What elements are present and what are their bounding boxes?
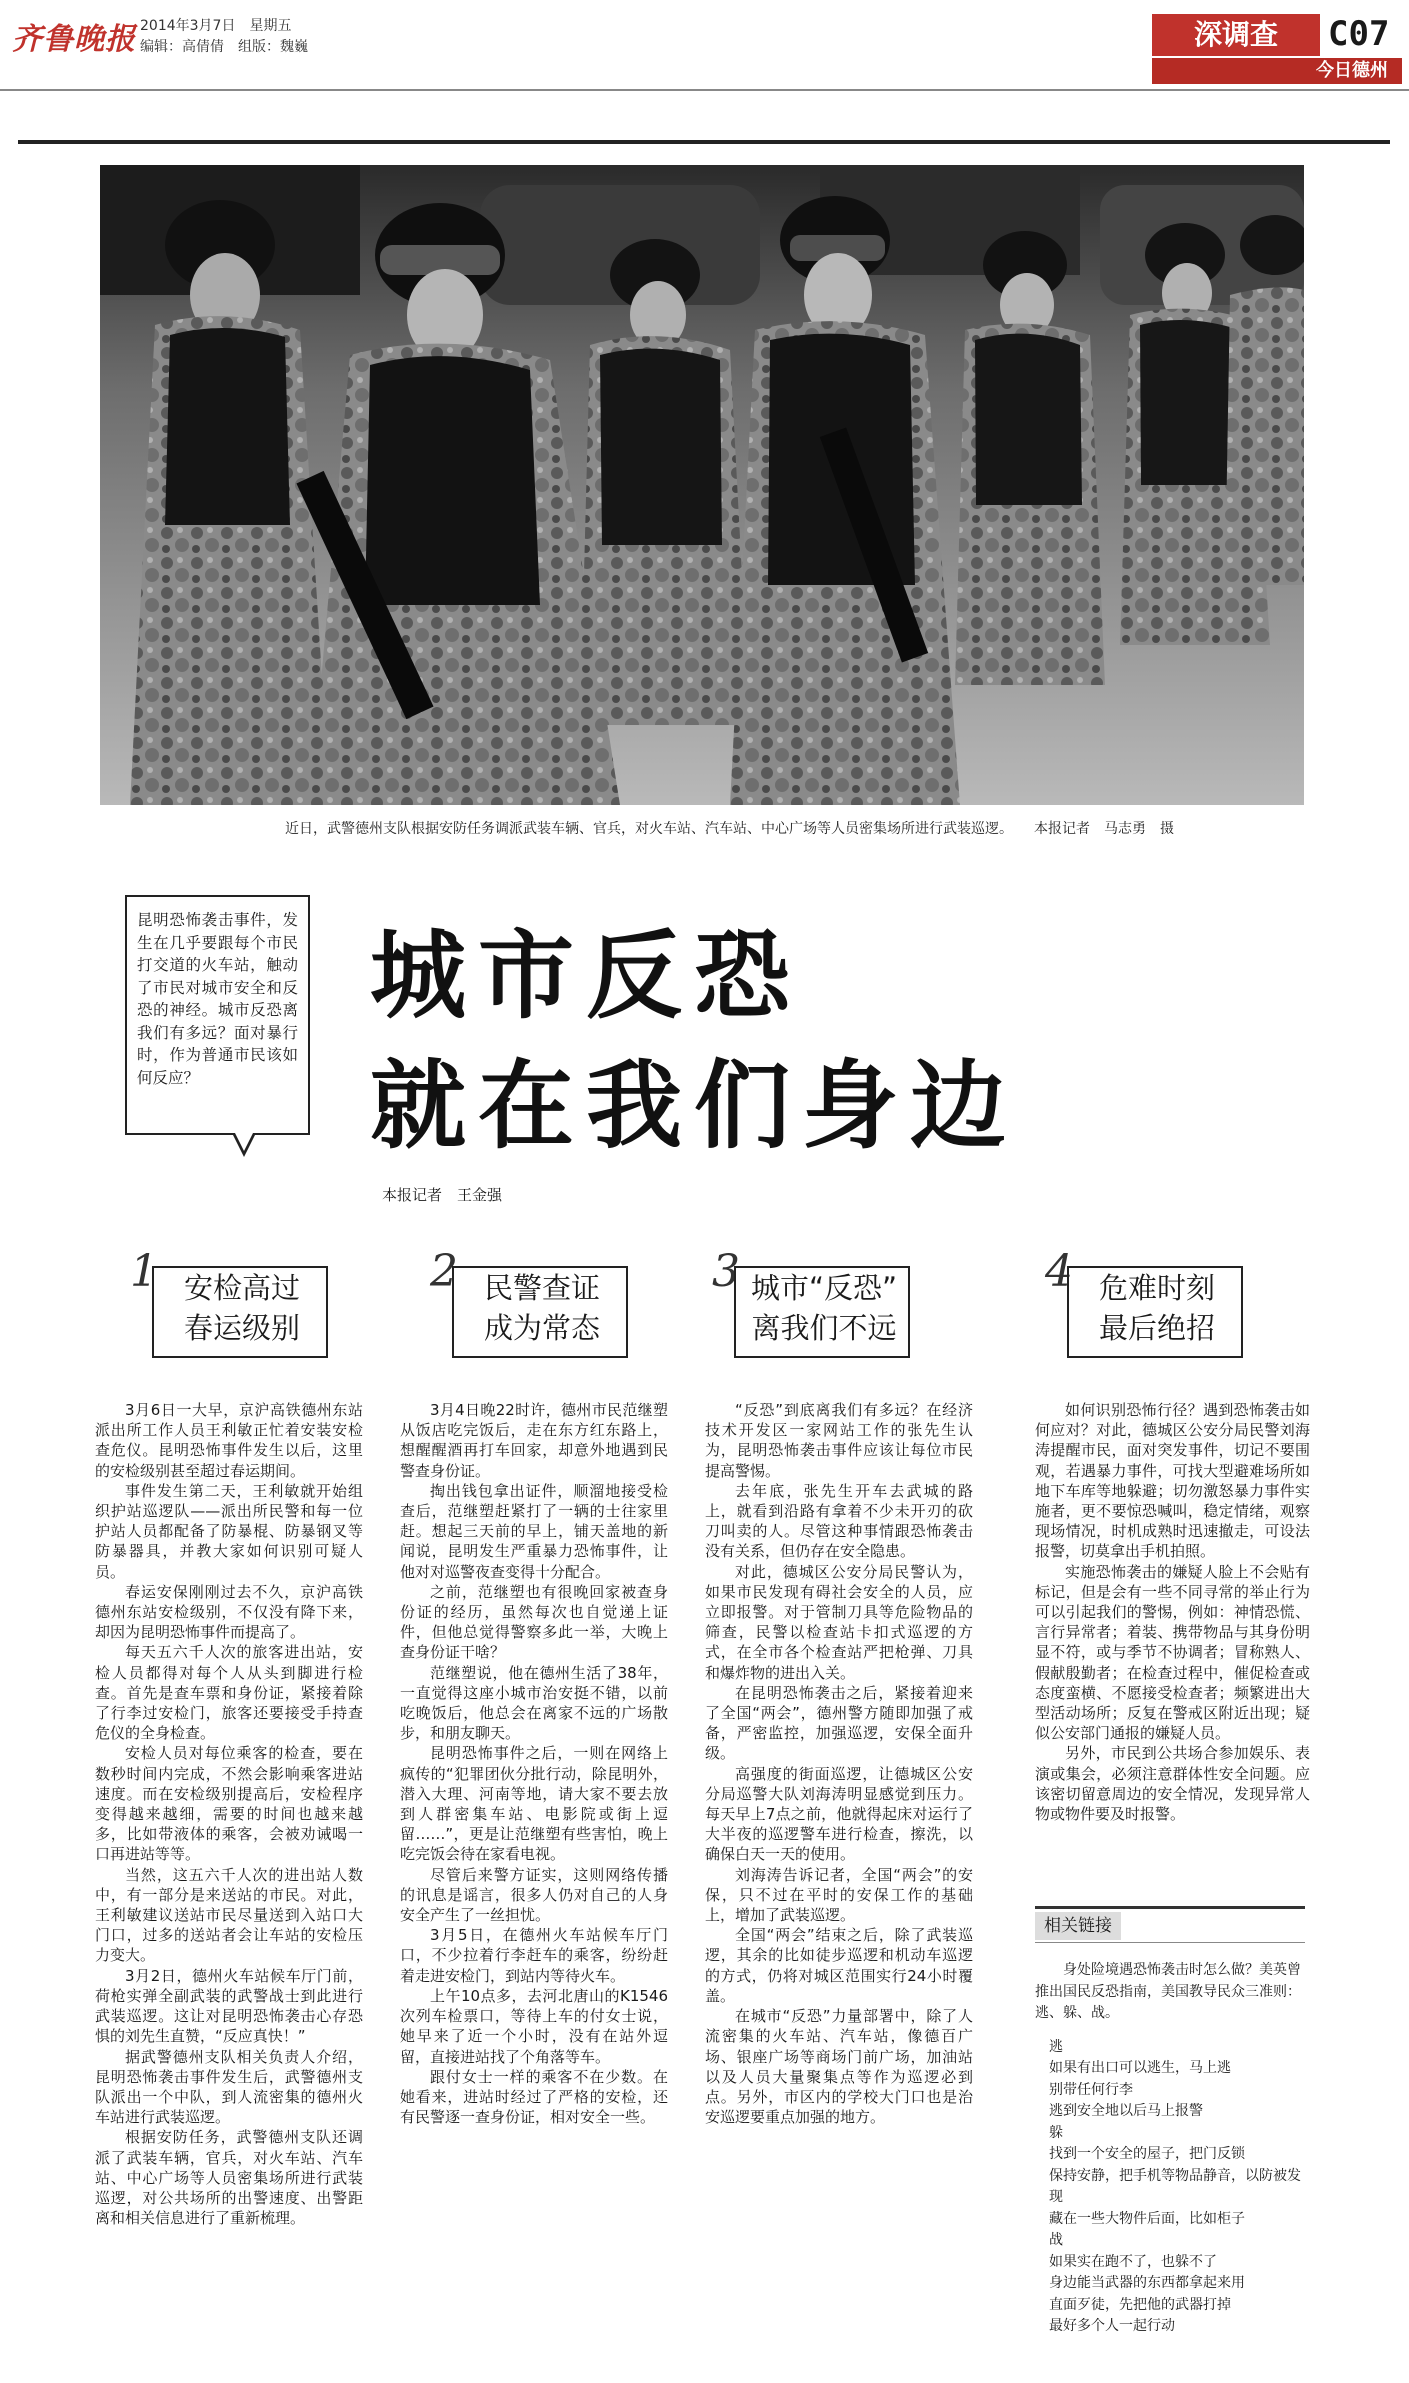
masthead-logo: 齐鲁晚报 [12,22,136,57]
paragraph: 另外，市民到公共场合参加娱乐、表演或集会，必须注意群体性安全问题。应该密切留意周边的安全情况，发现异常人物或物件要及时报警。 [1035,1744,1310,1824]
related-line: 如果有出口可以逃生，马上逃 [1049,2060,1231,2076]
paragraph: “反恐”到底离我们有多远？在经济技术开发区一家网站工作的张先生认为，昆明恐怖袭击事件应该让每位市民提高警惕。 [705,1401,973,1480]
paragraph: 实施恐怖袭击的嫌疑人脸上不会贴有标记，但是会有一些不同寻常的举止行为可以引起我们的警惕，例如：神情恐慌、言行异常者；着装、携带物品与其身份明显不符，或与季节不协调者；冒称熟人、假献殷勤者；在检查过程中，催促检查或态度蛮横、不愿接受检查者；频繁进出大型活动场所；反复在警戒区附近出现；疑似公安部门通报的嫌疑人员。 [1035,1562,1310,1743]
article-column-3 [705,1400,973,2127]
related-line: 身边能当武器的东西都拿起来用 [1049,2275,1245,2291]
paragraph: 事件发生第二天，王利敏就开始组织护站巡逻队——派出所民警和每一位护站人员都配备了防暴棍、防暴钢叉等防暴器具，并教大家如何识别可疑人员。 [95,1481,363,1581]
section-box [152,1266,328,1358]
related-line: 保持安静，把手机等物品静音，以防被发现 [1049,2167,1301,2205]
article-column-1 [95,1400,363,2228]
related-links-body [1035,1960,1310,2338]
section-title-line-1: 危难时刻 [1098,1271,1215,1305]
section-title-line-2: 离我们不远 [751,1311,897,1345]
paragraph: 根据安防任务，武警德州支队还调派了武装车辆，官兵，对火车站、汽车站、中心广场等人员密集场所进行武装巡逻，对公共场所的出警速度、出警距离和相关信息进行了重新梳理。 [95,2128,363,2228]
related-line: 逃到安全地以后马上报警 [1049,2103,1203,2119]
intro-bubble: 昆明恐怖袭击事件，发生在几乎要跟每个市民打交道的火车站，触动了市民对城市安全和反恐的神经。城市反恐离我们有多远？面对暴行时，作为普通市民该如何反应？ [125,895,310,1135]
paragraph: 范继塑说，他在德州生活了38年，一直觉得这座小城市治安挺不错，以前吃晚饭后，他总会在离家不远的广场散步，和朋友聊天。 [400,1663,668,1743]
section-box [1067,1266,1243,1358]
paragraph: 当然，这五六千人次的进出站人数中，有一部分是来送站的市民。对此，王利敏建议送站市民尽量送到入站口大门口，过多的送站者会让车站的安检压力变大。 [95,1865,363,1965]
top-divider [18,140,1390,144]
editor-line: 编辑：高倩倩 组版：魏巍 [140,39,308,55]
paragraph: 跟付女士一样的乘客不在少数。在她看来，进站时经过了严格的安检，还有民警逐一查身份证，相对安全一些。 [400,2067,668,2127]
section-number: 4 [1045,1246,1073,1297]
paragraph: 昆明恐怖事件之后，一则在网络上疯传的“犯罪团伙分批行动，除昆明外，潜入大理、河南等地，请大家不要去放到人群密集车站、电影院或街上逗留……”，更是让范继塑有些害怕，晚上吃完饭会待在家看电视。 [400,1744,668,1864]
paragraph: 尽管后来警方证实，这则网络传播的讯息是谣言，很多人仍对自己的人身安全产生了一丝担忧。 [400,1865,668,1925]
paragraph: 春运安保刚刚过去不久，京沪高铁德州东站安检级别，不仅没有降下来，却因为昆明恐怖事件而提高了。 [95,1582,363,1642]
paragraph: 3月6日一大早，京沪高铁德州东站派出所工作人员王利敏正忙着安装安检查危仪。昆明恐怖事件发生以后，这里的安检级别甚至超过春运期间。 [95,1401,363,1480]
section-title-line-2: 成为常态 [483,1311,600,1345]
related-line: 直面歹徒，先把他的武器打掉 [1049,2296,1231,2313]
sub-section: 今日德州 [1152,58,1402,84]
paragraph: 3月5日，在德州火车站候车厅门口，不少拉着行李赶车的乘客，纷纷赶着走进安检门，到站内等待火车。 [400,1926,668,1985]
section-title-line-2: 春运级别 [183,1311,300,1345]
header-divider [0,89,1409,91]
paragraph: 高强度的街面巡逻，让德城区公安分局巡警大队刘海涛明显感觉到压力。每天早上7点之前，他就得起床对运行了大半夜的巡逻警车进行检查，擦洗，以确保白天一天的使用。 [705,1764,973,1864]
article-column-2 [400,1400,668,2127]
paragraph: 3月2日，德州火车站候车厅门前，荷枪实弹全副武装的武警战士到此进行武装巡逻。这让对昆明恐怖袭击心存恐惧的刘先生直赞，“反应真快！” [95,1966,363,2046]
related-intro: 身处险境遇恐怖袭击时怎么做？美英曾推出国民反恐指南，美国教导民众三准则：逃、躲、战。 [1035,1962,1301,2021]
paragraph: 每天五六千人次的旅客进出站，安检人员都得对每个人从头到脚进行检查。首先是查车票和身份证，紧接着除了行李过安检门，旅客还要接受手持查危仪的全身检查。 [95,1643,363,1743]
related-line: 战 [1049,2232,1063,2248]
headline-line-1: 城市反恐 [370,920,802,1032]
paragraph: 刘海涛告诉记者，全国“两会”的安保，只不过在平时的安保工作的基础上，增加了武装巡逻。 [705,1865,973,1925]
section-box [452,1266,628,1358]
paragraph: 对此，德城区公安分局民警认为，如果市民发现有碍社会安全的人员，应立即报警。对于管制刀具等危险物品的筛查，民警以检查站卡扣式巡逻的方式，在全市各个检查站严把枪弹、刀具和爆炸物的进出入关。 [705,1562,973,1682]
section-title-line-1: 城市“反恐” [750,1271,898,1305]
related-line: 别带任何行李 [1049,2081,1133,2098]
intro-bubble-tail-inner [234,1131,254,1151]
paragraph: 在城市“反恐”力量部署中，除了人流密集的火车站、汽车站，像德百广场、银座广场等商场门前广场，加油站以及人员大量聚集点等作为巡逻必到点。另外，市区内的学校大门口也是治安巡逻要重点加强的地方。 [705,2007,973,2127]
section-box [734,1266,910,1358]
related-line: 最好多个人一起行动 [1049,2318,1175,2334]
section-title-line-1: 民警查证 [483,1271,600,1305]
related-line: 逃 [1049,2038,1063,2055]
paragraph: 全国“两会”结束之后，除了武装巡逻，其余的比如徒步巡逻和机动车巡逻的方式，仍将对城区范围实行24小时覆盖。 [705,1926,973,2005]
article-column-4 [1035,1400,1310,1824]
related-line: 藏在一些大物件后面，比如柜子 [1049,2210,1245,2227]
related-line: 躲 [1049,2124,1063,2141]
related-box-top-rule [1035,1906,1305,1909]
paragraph: 3月4日晚22时许，德州市民范继塑从饭店吃完饭后，走在东方红东路上，想醒醒酒再打车回家，却意外地遇到民警查身份证。 [400,1401,668,1480]
header-meta [140,16,308,58]
paragraph: 掏出钱包拿出证件，顺溜地接受检查后，范继塑赶紧打了一辆的士往家里赶。想起三天前的早上，铺天盖地的新闻说，昆明发生严重暴力恐怖事件，让他对对巡警夜查变得十分配合。 [400,1481,668,1581]
paragraph: 据武警德州支队相关负责人介绍，昆明恐怖袭击事件发生后，武警德州支队派出一个中队，到人流密集的德州火车站进行武装巡逻。 [95,2047,363,2127]
related-line: 找到一个安全的屋子，把门反锁 [1049,2146,1245,2162]
paragraph: 安检人员对每位乘客的检查，要在数秒时间内完成，不然会影响乘客进站速度。而在安检级别提高后，安检程序变得越来越细，需要的时间也越来越多，比如带液体的乘客，会被劝诫喝一口再进站等等。 [95,1744,363,1864]
date-line: 2014年3月7日 星期五 [140,18,292,34]
section-name: 深调查 [1152,14,1320,56]
page-number: C07 [1328,14,1390,54]
section-number: 3 [712,1246,740,1297]
section-number: 2 [430,1246,458,1297]
headline-line-2: 就在我们身边 [370,1050,1018,1162]
related-line: 如果实在跑不了，也躲不了 [1049,2253,1217,2270]
paragraph: 之前，范继塑也有很晚回家被查身份证的经历，虽然每次也自觉递上证件，但他总觉得警察多此一举，大晚上查身份证干啥？ [400,1582,668,1662]
section-number: 1 [130,1246,158,1297]
photo-caption: 近日，武警德州支队根据安防任务调派武装车辆、官兵，对火车站、汽车站、中心广场等人员密集场所进行武装巡逻。 本报记者 马志勇 摄 [285,821,1174,837]
paragraph: 上午10点多，去河北唐山的K1546次列车检票口，等待上车的付女士说，她早来了近一个小时，没有在站外逗留，直接进站找了个角落等车。 [400,1986,668,2066]
related-links-tab: 相关链接 [1035,1912,1121,1940]
byline: 本报记者 王金强 [382,1186,503,1204]
paragraph: 如何识别恐怖行径？遇到恐怖袭击如何应对？对此，德城区公安分局民警刘海涛提醒市民，面对突发事件，切记不要围观，若遇暴力事件，可找大型避难场所如地下车库等地躲避；切勿激怒暴力事件实施者，更不要惊恐喊叫，稳定情绪，观察现场情况，时机成熟时迅速撤走，可设法报警，切莫拿出手机拍照。 [1035,1401,1310,1561]
section-title-line-1: 安检高过 [183,1271,300,1305]
news-photo [100,165,1304,805]
paragraph: 在昆明恐怖袭击之后，紧接着迎来了全国“两会”，德州警方随即加强了戒备，严密监控，加强巡逻，安保全面升级。 [705,1683,973,1763]
related-box-divider [1035,1942,1305,1943]
paragraph: 去年底，张先生开车去武城的路上，就看到沿路有拿着不少未开刃的砍刀叫卖的人。尽管这种事情跟恐怖袭击没有关系，但仍存在安全隐患。 [705,1481,973,1561]
section-title-line-2: 最后绝招 [1098,1311,1215,1345]
